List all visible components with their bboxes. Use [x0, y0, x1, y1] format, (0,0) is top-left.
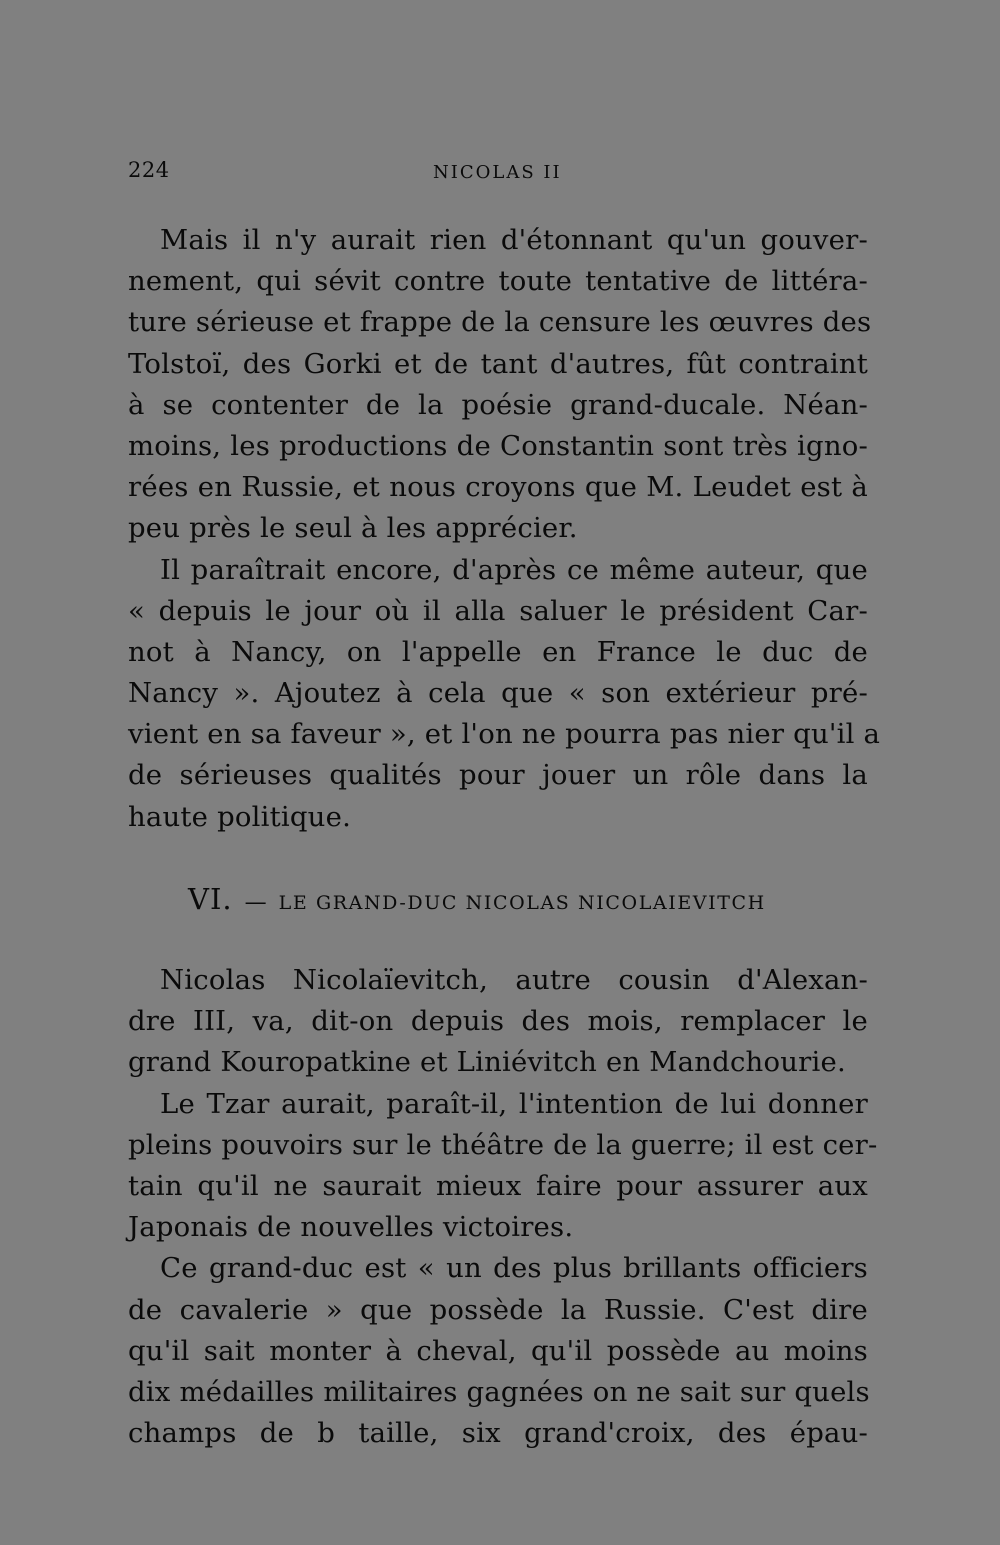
paragraph-block-2	[128, 960, 878, 1454]
section-heading	[188, 882, 868, 922]
running-head	[128, 158, 868, 188]
text-line: de cavalerie » que possède la Russie. C'est dire	[128, 1293, 868, 1326]
section-number: VI.	[188, 882, 233, 916]
text-line: Japonais de nouvelles victoires.	[128, 1211, 574, 1244]
text-line: champs de b taille, six grand'croix, des épau-	[128, 1417, 868, 1450]
text-line: Le Tzar aurait, paraît-il, l'intention de lui donner	[160, 1087, 868, 1120]
text-line: Il paraîtrait encore, d'après ce même auteur, que	[160, 553, 868, 586]
text-line: Mais il n'y aurait rien d'étonnant qu'un gouver-	[160, 224, 868, 256]
text-line: pleins pouvoirs sur le théâtre de la guerre; il est cer-	[128, 1128, 878, 1161]
text-line: vient en sa faveur », et l'on ne pourra pas nier qu'il a	[128, 718, 881, 751]
text-line: ture sérieuse et frappe de la censure les œuvres des	[128, 306, 872, 339]
text-line: moins, les productions de Constantin sont très igno-	[128, 429, 868, 462]
text-line: peu près le seul à les apprécier.	[128, 512, 578, 545]
section-dash: —	[244, 890, 267, 915]
text-line: qu'il sait monter à cheval, qu'il possède au moins	[128, 1334, 868, 1367]
text-line: Tolstoï, des Gorki et de tant d'autres, fût contraint	[128, 347, 868, 380]
running-title: NICOLAS II	[433, 162, 562, 183]
text-line: de sérieuses qualités pour jouer un rôle dans la	[128, 759, 868, 792]
text-line: Nancy ». Ajoutez à cela que « son extérieur pré-	[128, 677, 868, 710]
page-number: 224	[128, 158, 170, 182]
text-line: Ce grand-duc est « un des plus brillants officiers	[160, 1252, 868, 1285]
text-line: nement, qui sévit contre toute tentative de littéra-	[128, 265, 868, 298]
text-line: « depuis le jour où il alla saluer le président Car-	[128, 594, 868, 627]
text-line: dre III, va, dit-on depuis des mois, remplacer le	[128, 1005, 868, 1038]
text-line: not à Nancy, on l'appelle en France le duc de	[128, 635, 868, 668]
text-line: dix médailles militaires gagnées on ne sait sur quels	[128, 1375, 870, 1408]
text-line: à se contenter de la poésie grand-ducale. Néan-	[128, 388, 868, 421]
section-title: LE GRAND-DUC NICOLAS NICOLAIEVITCH	[278, 892, 766, 914]
text-line: tain qu'il ne saurait mieux faire pour assurer aux	[128, 1169, 868, 1202]
text-line: Nicolas Nicolaïevitch, autre cousin d'Alexan-	[160, 964, 868, 996]
paragraph-block-1	[128, 220, 881, 838]
text-line: grand Kouropatkine et Liniévitch en Mandchourie.	[128, 1046, 846, 1079]
text-line: haute politique.	[128, 800, 352, 833]
text-line: rées en Russie, et nous croyons que M. Leudet est à	[128, 471, 868, 504]
